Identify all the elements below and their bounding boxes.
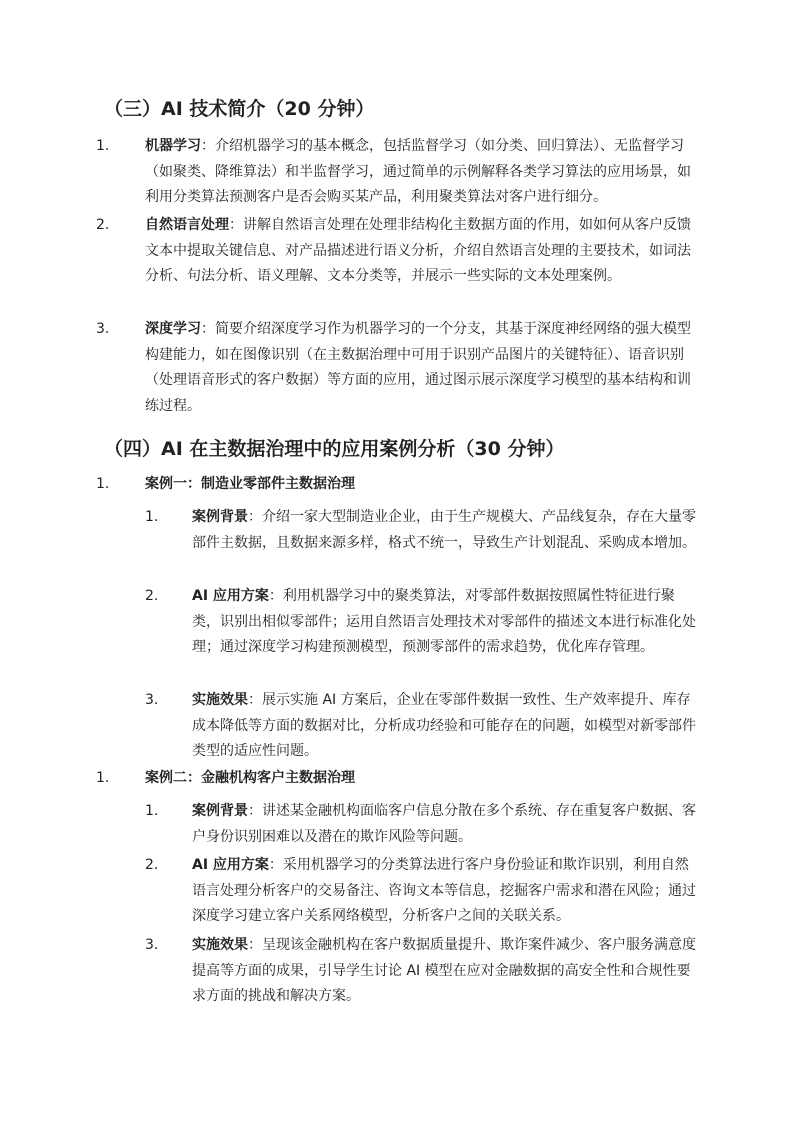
item-text: ：展示实施 AI 方案后，企业在零部件数据一致性、生产效率提升、库存成本降低等方面的数据对比，分析成功经验和可能存在的问题，如模型对新零部件类型的适应性问题。 [192, 692, 696, 759]
section-heading: （四）AI 在主数据治理中的应用案例分析（30 分钟） [104, 438, 565, 460]
list-item [192, 505, 700, 556]
item-term: 案例背景 [192, 509, 248, 525]
list-number: 1. [145, 509, 159, 525]
case-title: 案例二：金融机构客户主数据治理 [145, 770, 355, 786]
list-item [145, 213, 700, 290]
list-number: 3. [96, 321, 110, 337]
list-item [192, 688, 700, 765]
list-item [192, 933, 700, 1010]
item-term: 实施效果 [192, 692, 248, 708]
list-item [192, 584, 700, 661]
case-number: 1. [96, 476, 110, 492]
item-text: ：采用机器学习的分类算法进行客户身份验证和欺诈识别，利用自然语言处理分析客户的交易备注、咨询文本等信息，挖掘客户需求和潜在风险；通过深度学习建立客户关系网络模型，分析客户之间的关联关系。 [192, 857, 696, 924]
item-term: AI 应用方案 [192, 857, 269, 873]
list-item [145, 317, 700, 419]
item-term: AI 应用方案 [192, 588, 269, 604]
list-item [192, 799, 700, 850]
item-term: 机器学习 [145, 138, 201, 154]
list-number: 1. [96, 138, 110, 154]
item-term: 实施效果 [192, 937, 248, 953]
case-number: 1. [96, 770, 110, 786]
case-title: 案例一：制造业零部件主数据治理 [145, 476, 355, 492]
list-number: 1. [145, 803, 159, 819]
item-term: 自然语言处理 [145, 217, 229, 233]
item-text: ：讲解自然语言处理在处理非结构化主数据方面的作用，如如何从客户反馈文本中提取关键信息、对产品描述进行语义分析，介绍自然语言处理的主要技术，如词法分析、句法分析、语义理解、文本分类等，并展示一些实际的文本处理案例。 [145, 217, 691, 284]
item-text: ：呈现该金融机构在客户数据质量提升、欺诈案件减少、客户服务满意度提高等方面的成果，引导学生讨论 AI 模型在应对金融数据的高安全性和合规性要求方面的挑战和解决方案。 [192, 937, 696, 1004]
list-item [145, 134, 700, 211]
item-text: ：讲述某金融机构面临客户信息分散在多个系统、存在重复客户数据、客户身份识别困难以及潜在的欺诈风险等问题。 [192, 803, 696, 845]
item-text: ：介绍机器学习的基本概念，包括监督学习（如分类、回归算法）、无监督学习（如聚类、降维算法）和半监督学习，通过简单的示例解释各类学习算法的应用场景，如利用分类算法预测客户是否会购买某产品，利用聚类算法对客户进行细分。 [145, 138, 691, 205]
section-heading: （三）AI 技术简介（20 分钟） [104, 98, 375, 120]
item-text: ：简要介绍深度学习作为机器学习的一个分支，其基于深度神经网络的强大模型构建能力，如在图像识别（在主数据治理中可用于识别产品图片的关键特征）、语音识别（处理语音形式的客户数据）等方面的应用，通过图示展示深度学习模型的基本结构和训练过程。 [145, 321, 691, 414]
list-number: 2. [145, 588, 159, 604]
item-term: 案例背景 [192, 803, 248, 819]
list-number: 2. [145, 857, 159, 873]
item-text: ：介绍一家大型制造业企业，由于生产规模大、产品线复杂，存在大量零部件主数据，且数据来源多样，格式不统一，导致生产计划混乱、采购成本增加。 [192, 509, 696, 551]
list-number: 3. [145, 937, 159, 953]
item-term: 深度学习 [145, 321, 201, 337]
item-text: ：利用机器学习中的聚类算法，对零部件数据按照属性特征进行聚类，识别出相似零部件；运用自然语言处理技术对零部件的描述文本进行标准化处理；通过深度学习构建预测模型，预测零部件的需求趋势，优化库存管理。 [192, 588, 696, 655]
list-item [192, 853, 700, 930]
list-number: 3. [145, 692, 159, 708]
list-number: 2. [96, 217, 110, 233]
